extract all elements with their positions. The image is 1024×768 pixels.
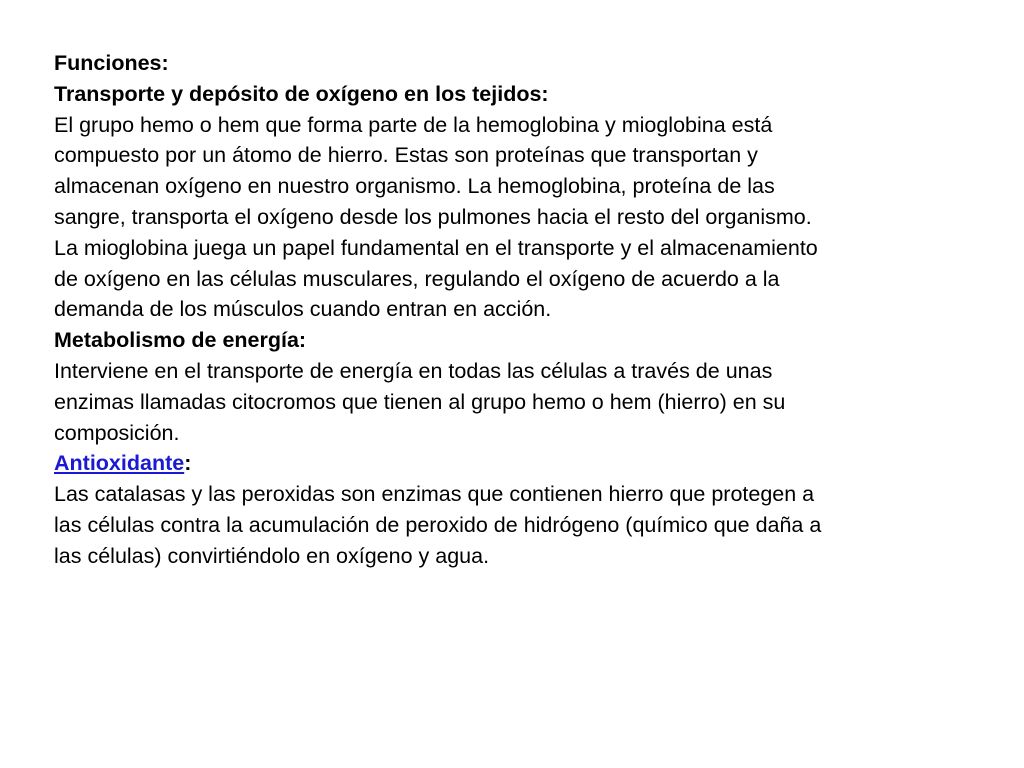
antioxidant-title-suffix: : (184, 451, 192, 476)
body-line: de oxígeno en las células musculares, regulando el oxígeno de acuerdo a la (54, 266, 780, 291)
body-line: sangre, transporta el oxígeno desde los pulmones hacia el resto del organismo. (54, 204, 812, 229)
body-line: El grupo hemo o hem que forma parte de la hemoglobina y mioglobina está (54, 112, 773, 137)
body-line: enzimas llamadas citocromos que tienen al grupo hemo o hem (hierro) en su (54, 389, 786, 414)
body-line: composición. (54, 420, 180, 445)
body-line: compuesto por un átomo de hierro. Estas son proteínas que transportan y (54, 143, 758, 168)
section-title-antioxidant (54, 448, 994, 479)
body-line: La mioglobina juega un papel fundamental en el transporte y el almacenamiento (54, 235, 818, 260)
section-title-oxygen-transport: Transporte y depósito de oxígeno en los tejidos: (54, 81, 549, 106)
body-line: Interviene en el transporte de energía en todas las células a través de unas (54, 358, 773, 383)
section-title-energy-metabolism: Metabolismo de energía: (54, 328, 307, 353)
body-line: almacenan oxígeno en nuestro organismo. La hemoglobina, proteína de las (54, 174, 775, 199)
antioxidant-link[interactable]: Antioxidante (54, 451, 185, 476)
body-line: Las catalasas y las peroxidas son enzimas que contienen hierro que protegen a (54, 482, 815, 507)
slide-content (54, 48, 994, 572)
body-line: las células contra la acumulación de peroxido de hidrógeno (químico que daña a (54, 512, 822, 537)
slide-heading: Funciones: (54, 51, 169, 75)
body-line: las células) convirtiéndolo en oxígeno y agua. (54, 543, 490, 568)
body-line: demanda de los músculos cuando entran en acción. (54, 297, 552, 322)
